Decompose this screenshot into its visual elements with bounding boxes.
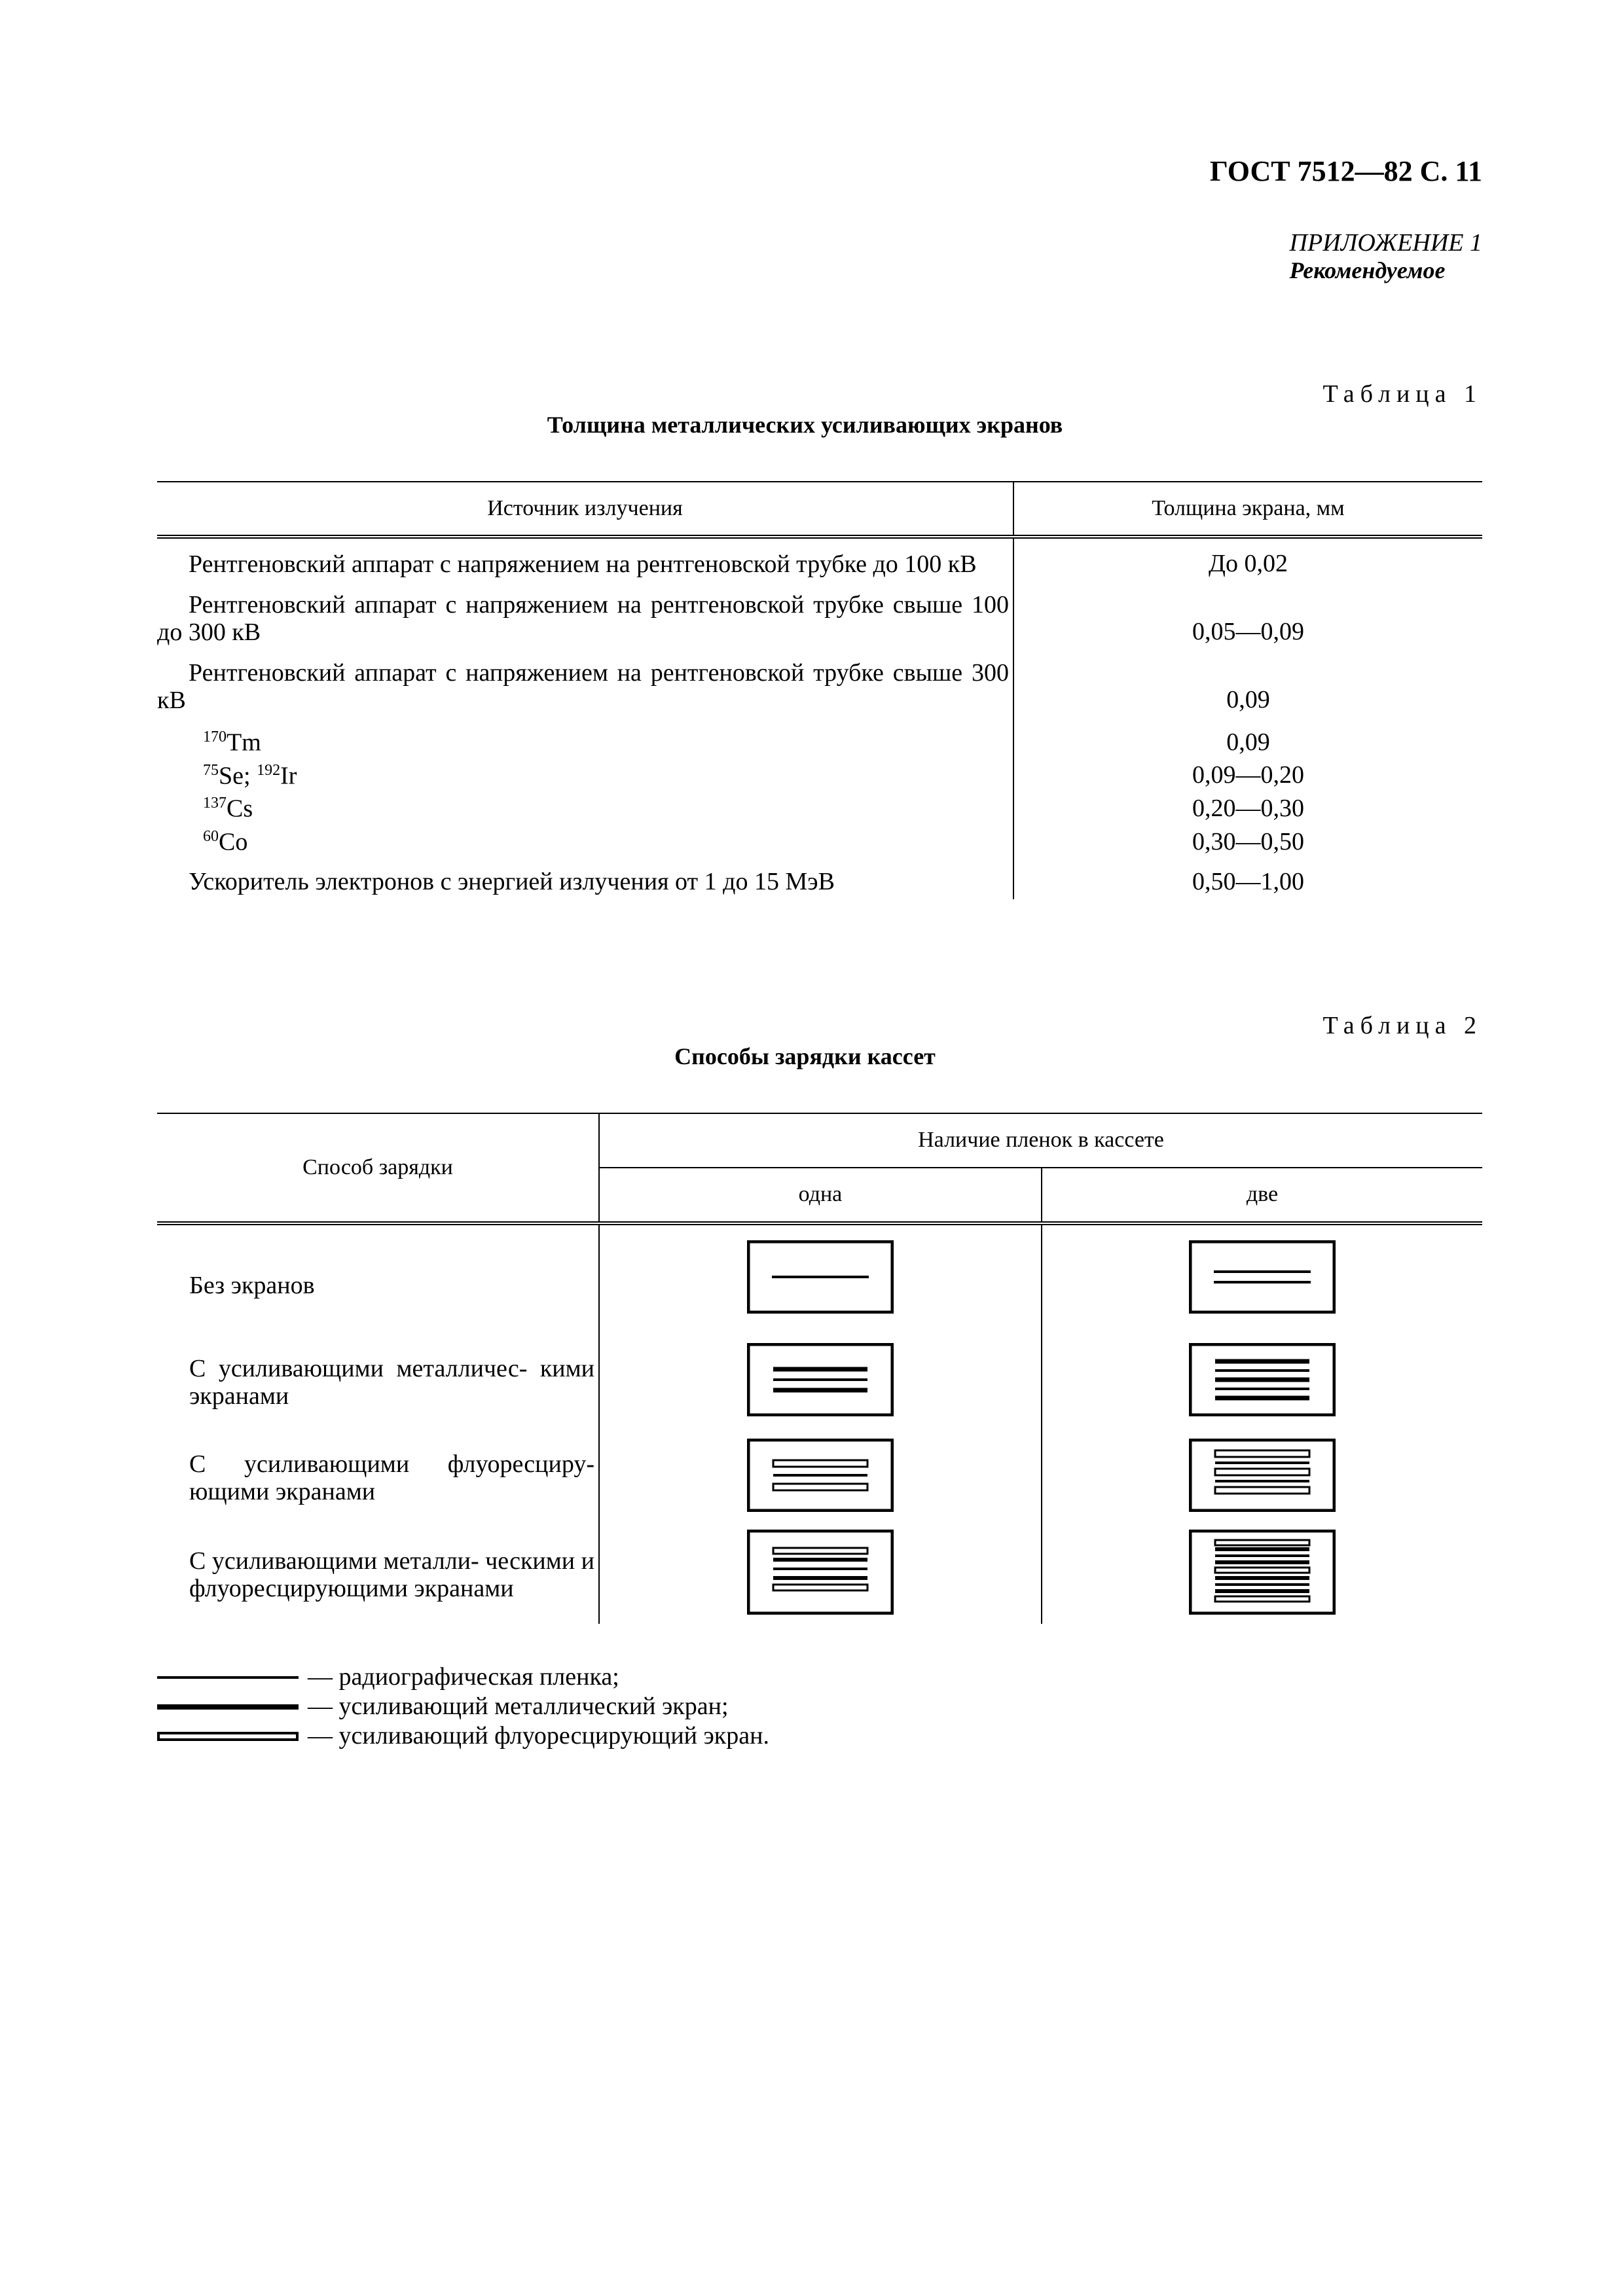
table1-col-thickness: Толщина экрана, мм (1013, 482, 1482, 537)
cassette-one-film-metal-fluorescent-diagram (747, 1530, 894, 1615)
table-row (157, 646, 1482, 714)
thickness-cell: 0,30—0,50 (1192, 827, 1304, 855)
table2-title: Способы зарядки кассет (674, 1043, 936, 1069)
table-row (157, 1335, 1482, 1430)
table2-col-group: Наличие пленок в кассете (599, 1113, 1482, 1168)
legend-text: — усиливающий флуоресцирующий экран. (308, 1722, 769, 1749)
source-cell: Ускоритель электронов с энергией излучения от 1 до 15 МэВ (189, 867, 835, 895)
film-line-symbol (157, 1671, 299, 1684)
table1-title: Толщина металлических усиливающих экранов (547, 412, 1063, 438)
isotope-cell: $^{60}$Co (157, 823, 1013, 856)
source-cell: Рентгеновский аппарат с напряжением на рентгеновской трубке свыше 300 кВ (157, 659, 1009, 714)
document-reference: ГОСТ 7512—82 С. 11 (1209, 155, 1482, 187)
thickness-cell: 0,20—0,30 (1192, 794, 1304, 822)
table-row (157, 578, 1482, 646)
table2-col-one: одна (599, 1168, 1042, 1223)
table-row (157, 537, 1482, 578)
method-cell: С усиливающими металли- ческими и флуоресцирующими экранами (189, 1547, 594, 1602)
cassette-two-films-metal-diagram (1189, 1343, 1336, 1416)
source-cell: Рентгеновский аппарат с напряжением на рентгеновской трубке до 100 кВ (189, 550, 977, 578)
cassette-one-film-diagram (747, 1240, 894, 1314)
thickness-cell: До 0,02 (1209, 550, 1288, 577)
isotope-cell: $^{170}$Tm (157, 714, 1013, 757)
table2-caption: Таблица 2 (1322, 1012, 1482, 1039)
cassette-one-film-metal-diagram (747, 1343, 894, 1416)
fluorescent-screen-symbol (157, 1730, 299, 1743)
legend-item (157, 1692, 769, 1721)
thickness-cell: 0,05—0,09 (1192, 618, 1304, 645)
appendix-title: ПРИЛОЖЕНИЕ 1 (1289, 229, 1482, 257)
thickness-cell: 0,50—1,00 (1192, 867, 1304, 895)
cassette-one-film-fluorescent-diagram (747, 1439, 894, 1512)
legend-text: — усиливающий металлический экран; (308, 1693, 729, 1720)
table1-col-source: Источник излучения (157, 482, 1013, 537)
table-row (157, 757, 1482, 790)
method-cell: Без экранов (189, 1272, 315, 1299)
table2-col-two: две (1042, 1168, 1482, 1223)
table-row (157, 1526, 1482, 1624)
table2-col-method: Способ зарядки (157, 1113, 599, 1223)
table-row (157, 856, 1482, 899)
thickness-cell: 0,09 (1226, 728, 1270, 756)
table1-caption: Таблица 1 (1322, 380, 1482, 408)
legend-item (157, 1662, 769, 1692)
table1 (157, 481, 1482, 899)
isotope-cell: $^{137}$Cs (157, 789, 1013, 823)
legend (157, 1662, 769, 1751)
method-cell: С усиливающими металличес- кими экранами (189, 1355, 594, 1410)
table-row (157, 789, 1482, 823)
cassette-two-films-metal-fluorescent-diagram (1189, 1530, 1336, 1615)
thickness-cell: 0,09—0,20 (1192, 761, 1304, 789)
appendix-note: Рекомендуемое (1289, 257, 1446, 283)
method-cell: С усиливающими флуоресциру- ющими экранами (189, 1450, 594, 1505)
table-row (157, 1430, 1482, 1526)
table-row (157, 823, 1482, 856)
cassette-two-films-diagram (1189, 1240, 1336, 1314)
source-cell: Рентгеновский аппарат с напряжением на рентгеновской трубке свыше 100 до 300 кВ (157, 591, 1009, 646)
appendix-label (1290, 229, 1482, 284)
legend-item (157, 1721, 769, 1751)
legend-text: — радиографическая пленка; (308, 1663, 619, 1691)
cassette-two-films-fluorescent-diagram (1189, 1439, 1336, 1512)
table2 (157, 1113, 1482, 1624)
metal-screen-symbol (157, 1700, 299, 1713)
isotope-cell: $^{75}$Se; $^{192}$Ir (157, 757, 1013, 790)
table-row (157, 1223, 1482, 1335)
thickness-cell: 0,09 (1226, 686, 1270, 713)
table-row (157, 714, 1482, 757)
